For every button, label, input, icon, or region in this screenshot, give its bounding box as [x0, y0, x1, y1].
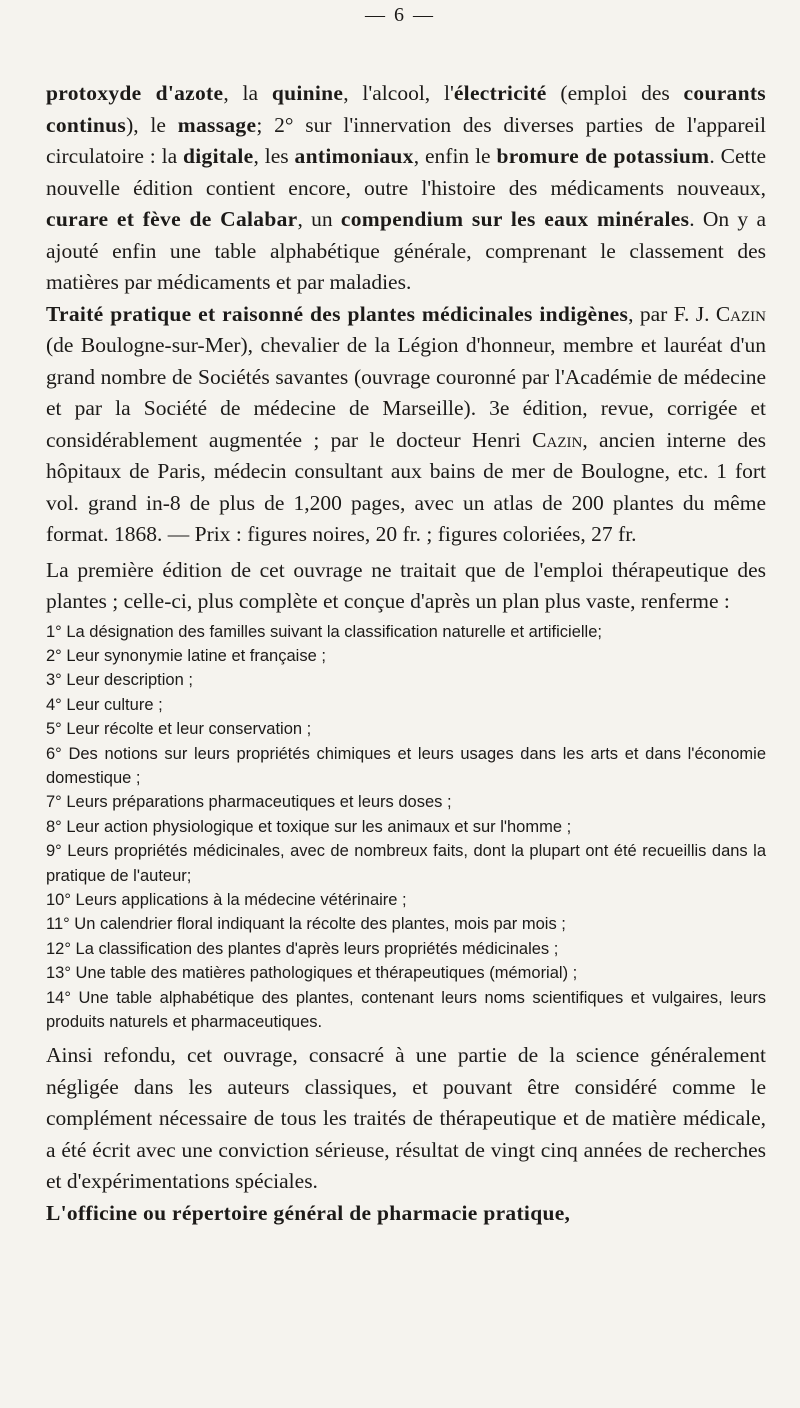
bold-term: bromure de potassium	[496, 144, 710, 168]
bold-term: courants continus	[46, 81, 766, 137]
book-title: L'officine ou répertoire général de pharmacie pratique,	[46, 1200, 571, 1225]
paragraph-5	[46, 1198, 766, 1230]
list-item: 14° Une table alphabétique des plantes, contenant leurs noms scientifiques et vulgaires, leurs produits naturels et pharmaceutiques.	[46, 988, 766, 1031]
list-item: 4° Leur culture ;	[46, 695, 163, 714]
bold-term: antimoniaux	[294, 144, 414, 168]
paragraph-1: protoxyde d'azote, la quinine, l'alcool, l'électricité (emploi des courants continus), le massage; 2° sur l'innervation des diverses parties de l'appareil circulatoire : la digitale, les antimoniaux, enfin le bromure de potassium. Cette nouvelle édition contient encore, outre l'histoire des médicaments nouveaux, curare et fève de Calabar, un compendium sur les eaux minérales. On y a ajouté enfin une table alphabétique générale, comprenant le classement des matières par médicaments et par maladies.	[46, 81, 766, 294]
contents-list	[46, 620, 766, 1035]
list-item: 1° La désignation des familles suivant la classification naturelle et artificielle;	[46, 622, 602, 641]
list-item: 12° La classification des plantes d'après leurs propriétés médicinales ;	[46, 939, 559, 958]
list-item: 8° Leur action physiologique et toxique sur les animaux et sur l'homme ;	[46, 817, 572, 836]
bold-term: digitale	[183, 144, 254, 168]
list-item: 6° Des notions sur leurs propriétés chimiques et leurs usages dans les arts et dans l'économie domestique ;	[46, 744, 766, 787]
bold-term: électricité	[453, 81, 547, 105]
list-item: 13° Une table des matières pathologiques et thérapeutiques (mémorial) ;	[46, 964, 578, 983]
list-item: 10° Leurs applications à la médecine vétérinaire ;	[46, 890, 407, 909]
paragraph-2: Traité pratique et raisonné des plantes médicinales indigènes, par F. J. Cazin (de Boulogne-sur-Mer), chevalier de la Légion d'honneur, membre et lauréat d'un grand nombre de Sociétés savantes (ouvrage couronné par l'Académie de médecine et par la Société de médecine de Marseille). 3e édition, revue, corrigée et considérablement augmentée ; par le docteur Henri Cazin, ancien interne des hôpitaux de Paris, médecin consultant aux bains de mer de Boulogne, etc. 1 fort vol. grand in-8 de plus de 1,200 pages, avec un atlas de 200 plantes du même format. 1868. — Prix : figures noires, 20 fr. ; figures coloriées, 27 fr.	[46, 301, 767, 546]
author-name: Cazin	[532, 427, 583, 452]
bold-term: protoxyde d'azote	[46, 81, 224, 105]
list-item: 9° Leurs propriétés médicinales, avec de nombreux faits, dont la plupart ont été recueillis dans la pratique de l'auteur;	[46, 842, 766, 885]
bold-term: compendium sur les eaux minérales	[340, 207, 690, 231]
bold-term: massage	[177, 112, 257, 137]
page-number: — 6 —	[365, 4, 435, 26]
paragraph-3: La première édition de cet ouvrage ne traitait que de l'emploi thérapeutique des plantes ; celle-ci, plus complète et conçue d'après un plan plus vaste, renferme :	[46, 557, 766, 613]
page-body	[46, 78, 766, 1229]
paragraph-4: Ainsi refondu, cet ouvrage, consacré à une partie de la science généralement négligée dans les auteurs classiques, et pouvant être considéré comme le complément nécessaire de tous les traités de thérapeutique et de matière médicale, a été écrit avec une conviction sérieuse, résultat de vingt cinq années de recherches et d'expérimentations spéciales.	[46, 1043, 766, 1194]
bold-term: curare et fève de Calabar	[46, 207, 298, 231]
list-item: 2° Leur synonymie latine et française ;	[46, 646, 326, 665]
bold-term: quinine	[271, 81, 344, 105]
author-name: Cazin	[715, 301, 766, 326]
list-item: 7° Leurs préparations pharmaceutiques et leurs doses ;	[46, 793, 452, 812]
book-title: Traité pratique et raisonné des plantes médicinales indigènes	[46, 301, 629, 326]
list-item: 11° Un calendrier floral indiquant la récolte des plantes, mois par mois ;	[46, 915, 566, 934]
list-item: 5° Leur récolte et leur conservation ;	[46, 720, 312, 739]
list-item: 3° Leur description ;	[46, 671, 193, 690]
